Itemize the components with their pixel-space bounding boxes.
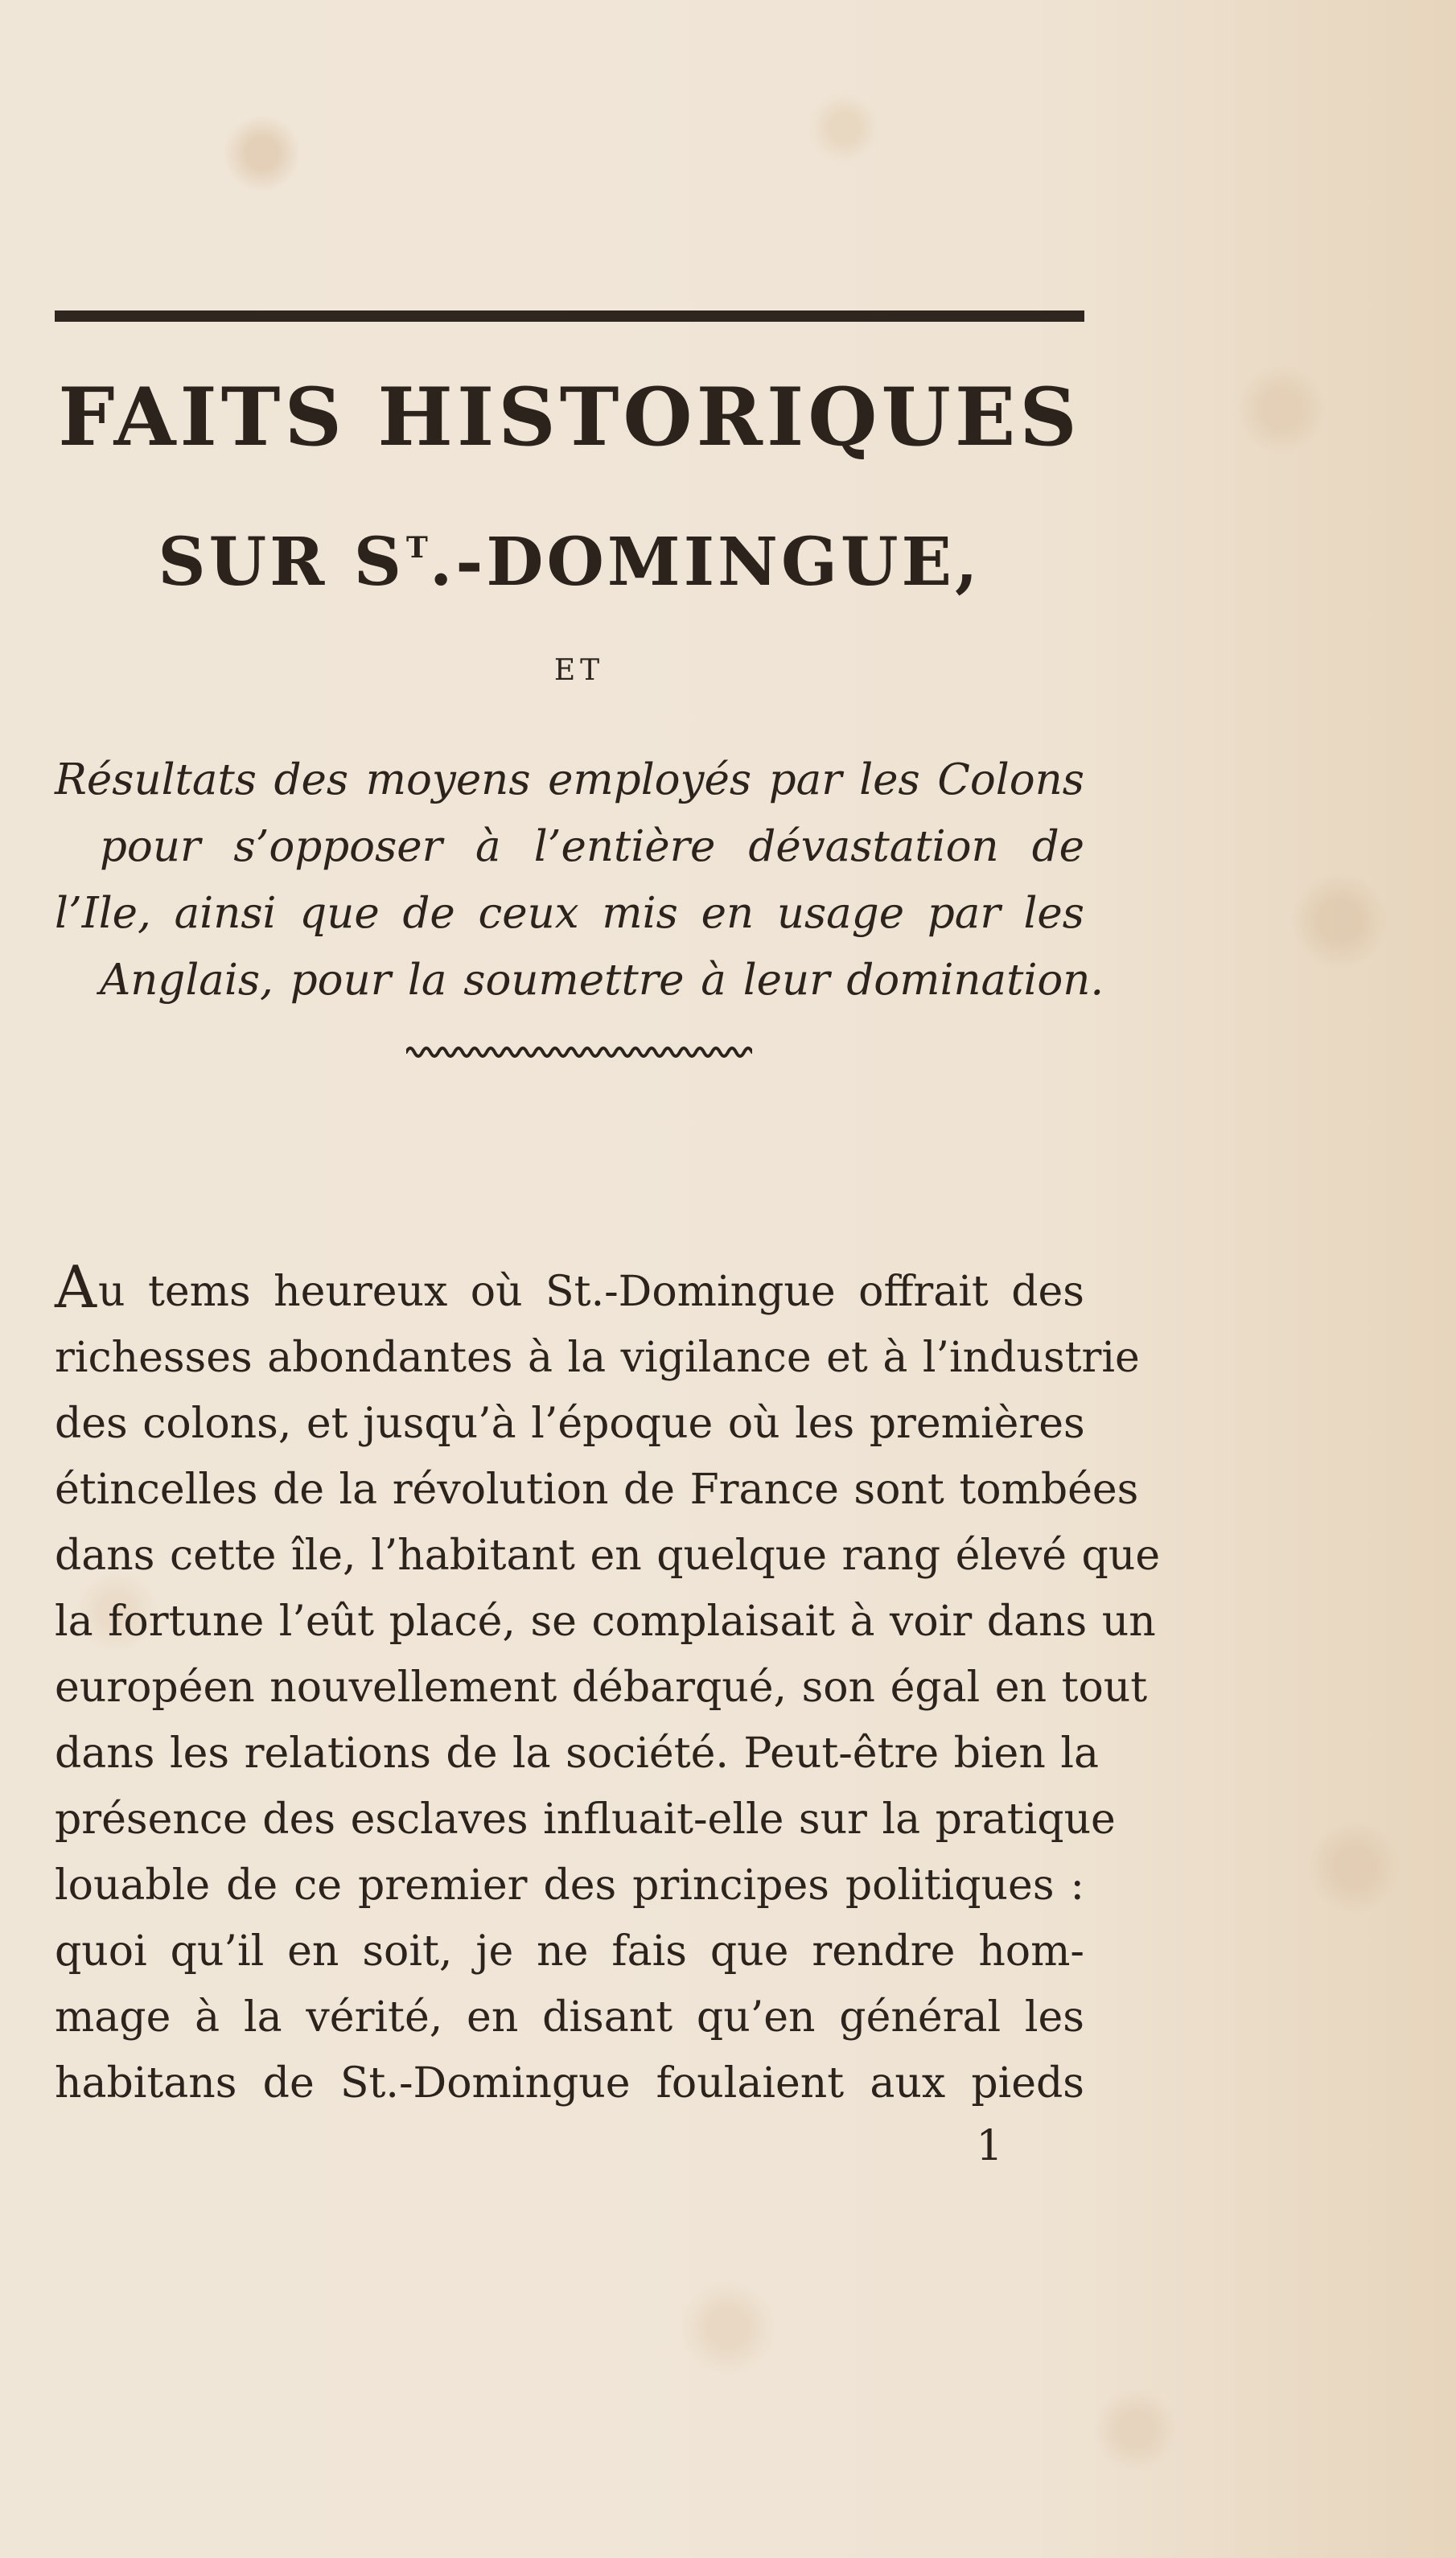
subtitle-line: Anglais, pour la soumettre à leur domination. [100, 956, 1104, 1005]
body-line: la fortune l’eût placé, se complaisait à voir dans un [55, 1598, 1156, 1646]
subtitle-line: l’Ile, ainsi que de ceux mis en usage par les [55, 889, 1084, 938]
body-line: Au tems heureux où St.-Domingue offrait des [55, 1253, 1084, 1321]
subtitle-superscript: T [406, 531, 428, 565]
subtitle-line: pour s’opposer à l’entière dévastation de [100, 822, 1084, 871]
body-line: richesses abondantes à la vigilance et à l’industrie [55, 1334, 1140, 1382]
subtitle-block [55, 746, 1104, 1014]
conjunction: ET [553, 654, 605, 687]
body-line-first: u tems heureux où St.-Domingue offrait des [98, 1268, 1084, 1316]
subtitle-suffix: .-DOMINGUE, [429, 524, 981, 601]
body-line: étincelles de la révolution de France sont tombées [55, 1466, 1139, 1514]
document-subtitle [55, 524, 1084, 601]
body-line: présence des esclaves influait-elle sur la pratique [55, 1795, 1116, 1844]
body-line: habitans de St.-Domingue foulaient aux pieds [55, 2059, 1084, 2108]
body-line: dans les relations de la société. Peut-être bien la [55, 1729, 1099, 1778]
subtitle-line: Résultats des moyens employés par les Colons [55, 755, 1084, 804]
body-line: mage à la vérité, en disant qu’en général les [55, 1993, 1084, 2042]
body-line: dans cette île, l’habitant en quelque rang élevé que [55, 1532, 1161, 1580]
document-title: FAITS HISTORIQUES [58, 371, 1081, 464]
subtitle-prefix: SUR S [158, 524, 405, 601]
body-line: quoi qu’il en soit, je ne fais que rendre hom- [55, 1927, 1084, 1976]
body-line: louable de ce premier des principes politiques : [55, 1861, 1084, 1910]
body-line: européen nouvellement débarqué, son égal en tout [55, 1664, 1148, 1712]
ornamental-divider [406, 1043, 752, 1062]
body-line: des colons, et jusqu’à l’époque où les premières [55, 1400, 1085, 1448]
page-number: 1 [976, 2122, 1003, 2170]
body-text [55, 1253, 1161, 2116]
top-rule [55, 310, 1084, 322]
